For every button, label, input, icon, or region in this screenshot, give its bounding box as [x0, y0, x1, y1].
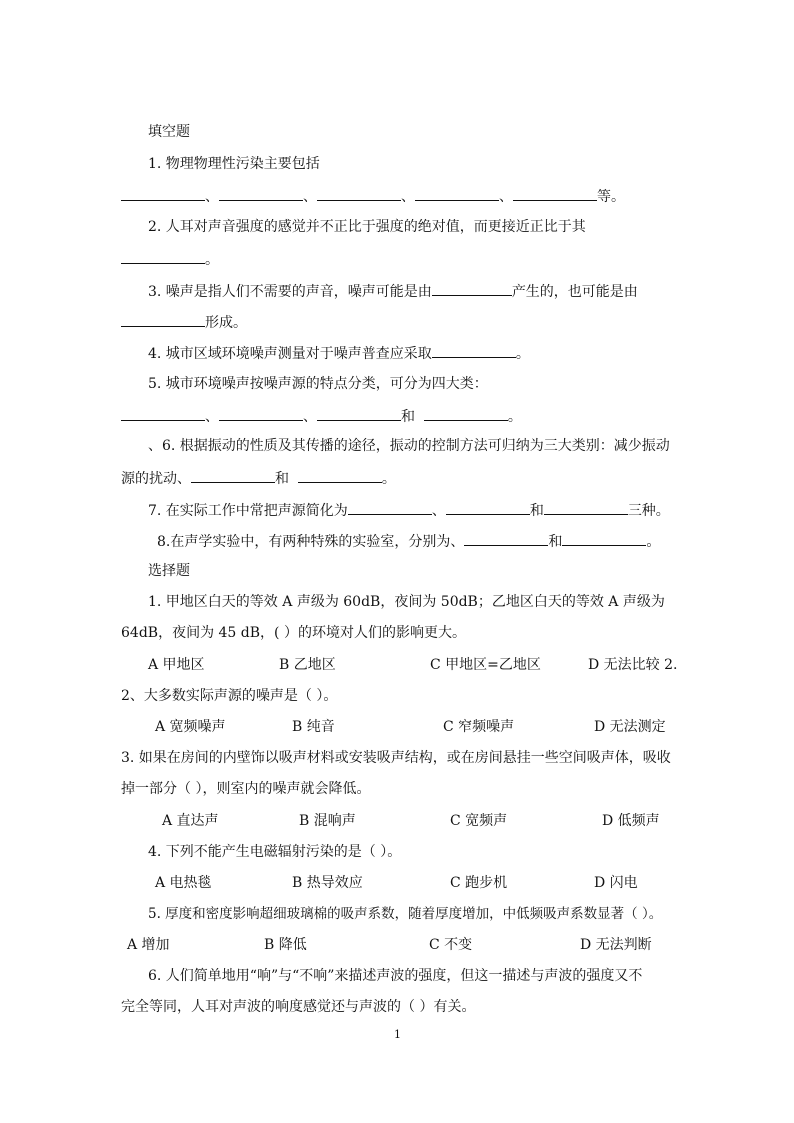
- choice-q3-line1: 3. 如果在房间的内壁饰以吸声材料或安装吸声结构，或在房间悬挂一些空间吸声体，吸收: [121, 750, 671, 766]
- choice-q3-line2: 掉一部分（ ），则室内的噪声就会降低。: [121, 781, 371, 797]
- choice-q4-option-a[interactable]: A 电热毯: [155, 875, 212, 891]
- answer-blank[interactable]: [121, 249, 205, 264]
- choice-q2: 2、大多数实际声源的噪声是（ ）。: [121, 688, 338, 704]
- choice-q1-option-d[interactable]: D 无法比较 2.: [588, 657, 678, 673]
- answer-blank[interactable]: [219, 186, 303, 201]
- answer-blank[interactable]: [121, 186, 205, 201]
- answer-blank[interactable]: [298, 468, 382, 483]
- choice-q2-option-b[interactable]: B 纯音: [292, 719, 335, 735]
- fill-q3: 3. 噪声是指人们不需要的声音，噪声可能是由 产生的，也可能是由: [148, 281, 638, 301]
- choice-q4-option-c[interactable]: C 跑步机: [450, 875, 508, 891]
- answer-blank[interactable]: [464, 531, 548, 546]
- answer-blank[interactable]: [432, 343, 516, 358]
- fill-q7: 7. 在实际工作中常把声源简化为 、 和 三种。: [148, 500, 670, 520]
- choice-q4-option-d[interactable]: D 闪电: [594, 875, 638, 891]
- choice-q5: 5. 厚度和密度影响超细玻璃棉的吸声系数，随着厚度增加，中低频吸声系数显著（ ）。: [148, 906, 663, 922]
- choice-q5-option-a[interactable]: A 增加: [127, 937, 170, 953]
- answer-blank[interactable]: [562, 531, 646, 546]
- fill-heading: 填空题: [148, 124, 190, 140]
- fill-q3-cont: 形成。: [121, 312, 247, 332]
- answer-blank[interactable]: [219, 406, 303, 421]
- answer-blank[interactable]: [432, 281, 512, 296]
- choice-q1-option-c[interactable]: C 甲地区=乙地区: [430, 657, 541, 673]
- choice-q1-option-a[interactable]: A 甲地区: [148, 657, 205, 673]
- choice-q2-option-d[interactable]: D 无法测定: [594, 719, 666, 735]
- choice-q6-line2: 完全等同，人耳对声波的响度感觉还与声波的（ ）有关。: [121, 999, 476, 1015]
- page-number: 1: [394, 1028, 401, 1041]
- fill-q5: 5. 城市环境噪声按噪声源的特点分类，可分为四大类：: [148, 376, 488, 392]
- choice-q1-option-b[interactable]: B 乙地区: [279, 657, 336, 673]
- fill-q5-blanks: 、 、 和 。: [121, 406, 522, 426]
- choice-q3-option-c[interactable]: C 宽频声: [450, 813, 508, 829]
- answer-blank[interactable]: [544, 500, 628, 515]
- answer-blank[interactable]: [317, 186, 401, 201]
- answer-blank[interactable]: [191, 468, 275, 483]
- choice-q5-option-c[interactable]: C 不变: [429, 937, 473, 953]
- answer-blank[interactable]: [446, 500, 530, 515]
- answer-blank[interactable]: [424, 406, 508, 421]
- choice-q5-option-b[interactable]: B 降低: [264, 937, 307, 953]
- answer-blank[interactable]: [513, 186, 597, 201]
- choice-q4-option-b[interactable]: B 热导效应: [292, 875, 363, 891]
- answer-blank[interactable]: [121, 406, 205, 421]
- fill-q4: 4. 城市区域环境噪声测量对于噪声普查应采取 。: [148, 343, 530, 363]
- choice-q1-line1: 1. 甲地区白天的等效 A 声级为 60dB，夜间为 50dB；乙地区白天的等效 A 声级为: [148, 594, 665, 610]
- choice-q2-option-c[interactable]: C 窄频噪声: [443, 719, 515, 735]
- fill-q6-cont: 源的扰动、 和 。: [121, 468, 396, 488]
- choice-q5-option-d[interactable]: D 无法判断: [580, 937, 652, 953]
- choice-q3-option-b[interactable]: B 混响声: [299, 813, 356, 829]
- answer-blank[interactable]: [348, 500, 432, 515]
- choice-q3-option-a[interactable]: A 直达声: [162, 813, 219, 829]
- fill-q2-blank: 。: [121, 249, 219, 269]
- fill-q8: 8.在声学实验中，有两种特殊的实验室，分别为、 和 。: [157, 531, 660, 551]
- answer-blank[interactable]: [121, 312, 205, 327]
- fill-q1-blanks: 、 、 、 、 等。: [121, 186, 625, 206]
- choice-q6-line1: 6. 人们简单地用“响”与“不响”来描述声波的强度，但这一描述与声波的强度又不: [148, 968, 643, 984]
- fill-q1: 1. 物理物理性污染主要包括: [148, 156, 320, 172]
- choice-q3-option-d[interactable]: D 低频声: [602, 813, 660, 829]
- choice-q1-line2: 64dB，夜间为 45 dB，( ）的环境对人们的影响更大。: [121, 625, 466, 641]
- choice-q2-option-a[interactable]: A 宽频噪声: [155, 719, 226, 735]
- answer-blank[interactable]: [415, 186, 499, 201]
- answer-blank[interactable]: [317, 406, 401, 421]
- choice-heading: 选择题: [148, 563, 190, 579]
- fill-q6: 、6. 根据振动的性质及其传播的途径，振动的控制方法可归纳为三大类别：减少振动: [148, 438, 670, 454]
- fill-q2: 2. 人耳对声音强度的感觉并不正比于强度的绝对值，而更接近正比于其: [148, 219, 586, 235]
- choice-q4: 4. 下列不能产生电磁辐射污染的是（ ）。: [148, 844, 402, 860]
